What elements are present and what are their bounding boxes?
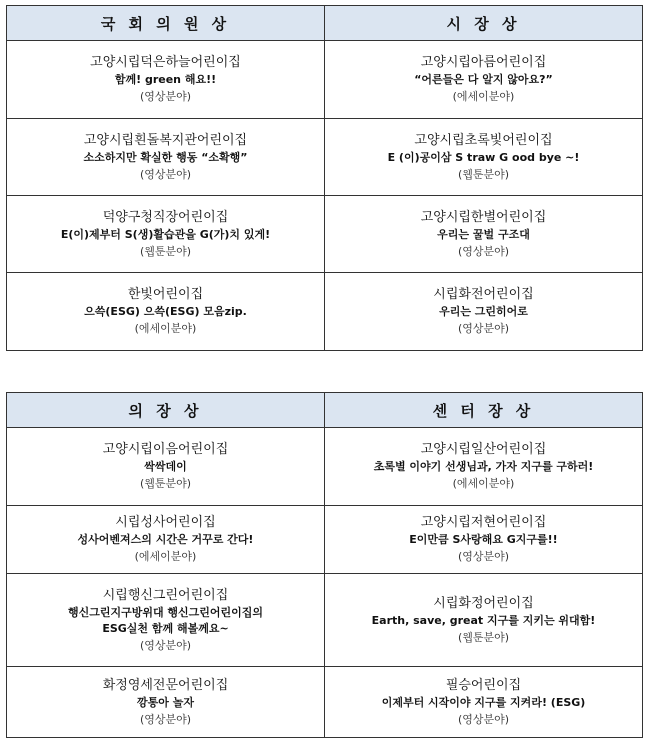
winner-name: 고양시립아름어린이집 bbox=[420, 55, 547, 70]
entry-title: 우리는 그린히어로 bbox=[439, 305, 528, 318]
winner-name: 한빛어린이집 bbox=[127, 287, 204, 302]
entry-category: (에세이분야) bbox=[134, 550, 197, 563]
award-cell bbox=[7, 574, 325, 667]
award-cell bbox=[325, 428, 643, 506]
winner-name: 고양시립초록빛어린이집 bbox=[414, 132, 553, 148]
entry-category: (영상분야) bbox=[457, 550, 510, 563]
award-cell bbox=[7, 428, 325, 506]
entry-category: (영상분야) bbox=[457, 244, 510, 258]
winner-name: 고양시립흰돌복지관어린이집 bbox=[83, 132, 248, 148]
winner-name: 시립행신그린어린이집 bbox=[102, 587, 229, 603]
entry-title: 함께! green 해요!! bbox=[114, 73, 217, 86]
entry-title-line-2: ESG실천 함께 해볼께요~ bbox=[102, 621, 229, 635]
winner-name: 고양시립저현어린이집 bbox=[420, 515, 547, 530]
award-cell bbox=[7, 41, 325, 119]
winner-name: 고양시립한별어린이집 bbox=[420, 209, 547, 225]
winner-name: 고양시립덕은하늘어린이집 bbox=[90, 55, 241, 70]
entry-title-line-1: 행신그린지구방위대 행신그린어린이집의 bbox=[67, 605, 264, 619]
winner-name: 고양시립이음어린이집 bbox=[102, 442, 229, 457]
header-mayor-award: 시 장 상 bbox=[325, 6, 643, 41]
award-cell bbox=[325, 41, 643, 119]
award-cell bbox=[325, 273, 643, 351]
winner-name: 시립성사어린이집 bbox=[115, 515, 216, 530]
entry-category: (영상분야) bbox=[139, 167, 192, 181]
entry-title: 초록별 이야기 선생님과, 가자 지구를 구하러! bbox=[373, 460, 594, 473]
entry-category: (웹툰분야) bbox=[457, 630, 510, 644]
entry-title: 깡통아 놀자 bbox=[137, 695, 194, 709]
entry-category: (영상분야) bbox=[139, 638, 192, 652]
award-table-2 bbox=[6, 392, 643, 738]
winner-name: 필승어린이집 bbox=[445, 677, 522, 693]
entry-title: 싹싹데이 bbox=[144, 460, 187, 473]
entry-category: (에세이분야) bbox=[452, 90, 515, 103]
winner-name: 고양시립일산어린이집 bbox=[420, 442, 547, 457]
entry-title: 소소하지만 확실한 행동 “소확행” bbox=[83, 150, 248, 164]
entry-title: 으쓱(ESG) 으쓱(ESG) 모음zip. bbox=[84, 305, 247, 318]
entry-category: (웹툰분야) bbox=[139, 244, 192, 258]
winner-name: 덕양구청직장어린이집 bbox=[102, 209, 229, 225]
entry-category: (영상분야) bbox=[457, 712, 510, 726]
award-cell bbox=[7, 119, 325, 196]
entry-category: (웹툰분야) bbox=[139, 477, 192, 490]
header-national-assembly-award: 국 회 의 원 상 bbox=[7, 6, 325, 41]
entry-title: E (이)공이삼 S traw G ood bye ~! bbox=[387, 150, 580, 164]
entry-title: E이만큼 S사랑해요 G지구를!! bbox=[409, 533, 558, 546]
entry-title: E(이)제부터 S(생)활습관을 G(가)치 있게! bbox=[60, 227, 271, 241]
entry-category: (에세이분야) bbox=[452, 477, 515, 490]
award-cell bbox=[325, 667, 643, 738]
award-cell bbox=[325, 196, 643, 273]
award-cell bbox=[325, 506, 643, 574]
entry-category: (영상분야) bbox=[139, 90, 192, 103]
entry-title: 이제부터 시작이야 지구를 지켜라! (ESG) bbox=[381, 695, 586, 709]
award-cell bbox=[7, 273, 325, 351]
entry-category: (영상분야) bbox=[139, 712, 192, 726]
entry-category: (에세이분야) bbox=[134, 322, 197, 335]
winner-name: 시립화정어린이집 bbox=[433, 595, 534, 611]
award-cell bbox=[325, 574, 643, 667]
award-cell bbox=[7, 196, 325, 273]
entry-category: (웹툰분야) bbox=[457, 167, 510, 181]
entry-title: 우리는 꿀벌 구조대 bbox=[437, 227, 530, 241]
entry-title: 성사어벤져스의 시간은 거꾸로 간다! bbox=[77, 533, 254, 546]
winner-name: 시립화전어린이집 bbox=[433, 287, 534, 302]
award-cell bbox=[7, 506, 325, 574]
entry-category: (영상분야) bbox=[457, 322, 510, 335]
entry-title: Earth, save, great 지구를 지키는 위대함! bbox=[371, 613, 596, 627]
header-chairman-award: 의 장 상 bbox=[7, 393, 325, 428]
header-center-director-award: 센 터 장 상 bbox=[325, 393, 643, 428]
award-cell bbox=[325, 119, 643, 196]
winner-name: 화정영세전문어린이집 bbox=[102, 677, 229, 693]
entry-title: “어른들은 다 알지 않아요?” bbox=[414, 73, 553, 86]
award-table-1 bbox=[6, 5, 643, 351]
award-cell bbox=[7, 667, 325, 738]
